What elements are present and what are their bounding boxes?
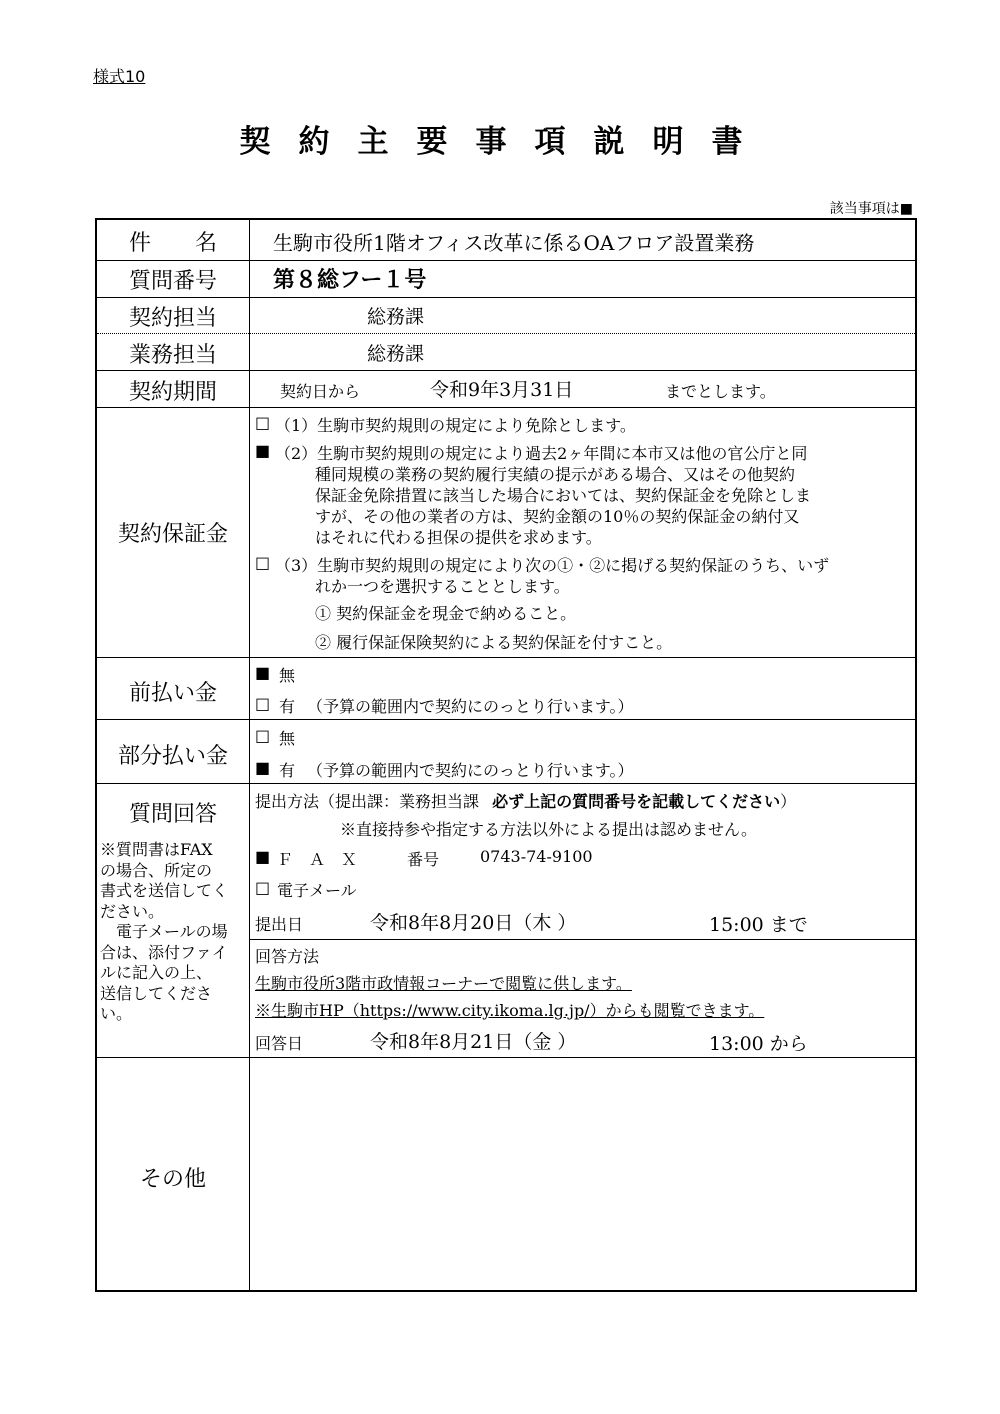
partial-yes-text: 有 xyxy=(279,761,296,780)
qa-side-note-line: ※質問書はFAX xyxy=(100,840,213,859)
guarantee-opt2-line: はそれに代わる担保の提供を求めます。 xyxy=(315,528,602,547)
qa-side-note-line: 送信してくださ xyxy=(100,983,213,1003)
guarantee-opt3-checkbox[interactable]: □ xyxy=(255,553,271,572)
contract-dept-label: 契約担当 xyxy=(128,306,217,331)
submit-time: 15:00 まで xyxy=(709,914,808,936)
answer-method-line: ※生駒市HP（https://www.city.ikoma.lg.jp/）からも閲覧できます。 xyxy=(255,1001,765,1020)
answer-method-line: 生駒市役所3階市政情報コーナーで閲覧に供します。 xyxy=(255,974,632,993)
fax-label: Ｆ Ａ Ｘ xyxy=(277,850,358,869)
qa-side-note-line: の場合、所定の xyxy=(100,860,213,880)
qa-side-note xyxy=(100,840,248,1025)
qa-side-note-line: い。 xyxy=(100,1004,133,1023)
partial-none-text: 無 xyxy=(279,729,296,748)
business-dept-value: 総務課 xyxy=(367,343,425,365)
contract-summary-table xyxy=(95,218,917,1292)
qa-inner-divider xyxy=(249,939,915,940)
answer-method-label: 回答方法 xyxy=(255,947,320,966)
submit-method-warning: 必ず上記の質問番号を記載してください xyxy=(492,792,781,811)
row-divider-dotted xyxy=(97,333,915,334)
advance-yes-checkbox[interactable]: □ xyxy=(255,694,271,713)
answer-date-label: 回答日 xyxy=(255,1034,304,1053)
guarantee-opt1-text: （1）生駒市契約規則の規定により免除とします。 xyxy=(275,416,636,435)
advance-none-text: 無 xyxy=(279,666,296,685)
guarantee-opt3-line: れか一つを選択することとします。 xyxy=(315,577,570,596)
advance-none-checkbox[interactable]: ■ xyxy=(255,663,271,682)
period-label: 契約期間 xyxy=(128,380,217,405)
contract-dept-value: 総務課 xyxy=(367,306,425,328)
qa-side-note-line: 書式を送信してく xyxy=(100,881,229,900)
fax-number: 0743-74-9100 xyxy=(480,847,593,866)
form-number: 様式10 xyxy=(93,67,146,86)
row-divider xyxy=(97,1057,915,1058)
row-divider xyxy=(97,407,915,408)
guarantee-opt2-line: 保証金免除措置に該当した場合においては、契約保証金を免除としま xyxy=(315,486,812,505)
guarantee-sub-item: ① 契約保証金を現金で納めること。 xyxy=(315,604,577,623)
period-prefix: 契約日から xyxy=(280,382,361,401)
fax-checkbox[interactable]: ■ xyxy=(255,847,271,866)
period-suffix: までとします。 xyxy=(665,382,776,401)
qa-side-note-line: ルに記入の上、 xyxy=(100,963,213,982)
guarantee-opt1-checkbox[interactable]: □ xyxy=(255,413,271,432)
guarantee-opt2-line: すが、その他の業者の方は、契約金額の10％の契約保証金の納付又 xyxy=(315,507,800,526)
answer-time: 13:00 から xyxy=(709,1033,808,1055)
direct-submission-note: ※直接持参や指定する方法以外による提出は認めません。 xyxy=(340,820,757,839)
business-dept-label: 業務担当 xyxy=(128,343,217,368)
submit-method xyxy=(255,789,796,812)
period-date: 令和9年3月31日 xyxy=(430,379,574,401)
qa-label: 質問回答 xyxy=(128,802,217,827)
applicable-note: 該当事項は■ xyxy=(829,201,913,217)
submit-date: 令和8年8月20日（木 ） xyxy=(370,912,577,934)
email-checkbox[interactable]: □ xyxy=(255,878,271,897)
question-no-label: 質問番号 xyxy=(128,269,217,294)
guarantee-label: 契約保証金 xyxy=(117,522,228,547)
advance-yes-note: （予算の範囲内で契約にのっとり行います。） xyxy=(307,697,634,716)
guarantee-opt2-line: （2）生駒市契約規則の規定により過去2ヶ年間に本市又は他の官公庁と同 xyxy=(275,444,808,463)
subject-value: 生駒市役所1階オフィス改革に係るOAフロア設置業務 xyxy=(273,231,755,255)
document-title: 契約主要事項説明書 xyxy=(239,124,771,160)
row-divider xyxy=(97,260,915,261)
submit-method-close: ） xyxy=(780,792,797,811)
qa-side-note-line: 合は、添付ファイ xyxy=(100,942,228,962)
partial-label: 部分払い金 xyxy=(117,744,228,769)
row-divider xyxy=(97,297,915,298)
row-divider xyxy=(97,657,915,658)
guarantee-opt2-line: 種同規模の業務の契約履行実績の提示がある場合、又はその他契約 xyxy=(315,465,796,484)
advance-yes-text: 有 xyxy=(279,697,296,716)
partial-yes-checkbox[interactable]: ■ xyxy=(255,758,271,777)
guarantee-opt3-line: （3）生駒市契約規則の規定により次の①・②に掲げる契約保証のうち、いず xyxy=(275,556,830,575)
row-divider xyxy=(97,370,915,371)
answer-date: 令和8年8月21日（金 ） xyxy=(370,1031,577,1053)
submit-date-label: 提出日 xyxy=(255,915,304,934)
submit-method-prefix: 提出方法（提出課：業務担当課 xyxy=(255,792,480,811)
email-label: 電子メール xyxy=(277,881,357,900)
qa-side-note-line: ださい。 xyxy=(100,901,165,921)
advance-label: 前払い金 xyxy=(128,681,217,706)
label-column-divider xyxy=(249,220,250,1290)
other-label: その他 xyxy=(139,1167,206,1192)
fax-number-label: 番号 xyxy=(407,850,440,869)
question-no-value: 第８総フー１号 xyxy=(273,268,427,293)
partial-none-checkbox[interactable]: □ xyxy=(255,726,271,745)
guarantee-opt2-checkbox[interactable]: ■ xyxy=(255,441,271,460)
row-divider xyxy=(97,719,915,720)
qa-side-note-line: 電子メールの場 xyxy=(100,922,228,941)
partial-yes-note: （予算の範囲内で契約にのっとり行います。） xyxy=(307,761,634,780)
guarantee-sub-item: ② 履行保証保険契約による契約保証を付すこと。 xyxy=(315,633,673,652)
row-divider xyxy=(97,783,915,784)
subject-label: 件 名 xyxy=(128,231,217,256)
